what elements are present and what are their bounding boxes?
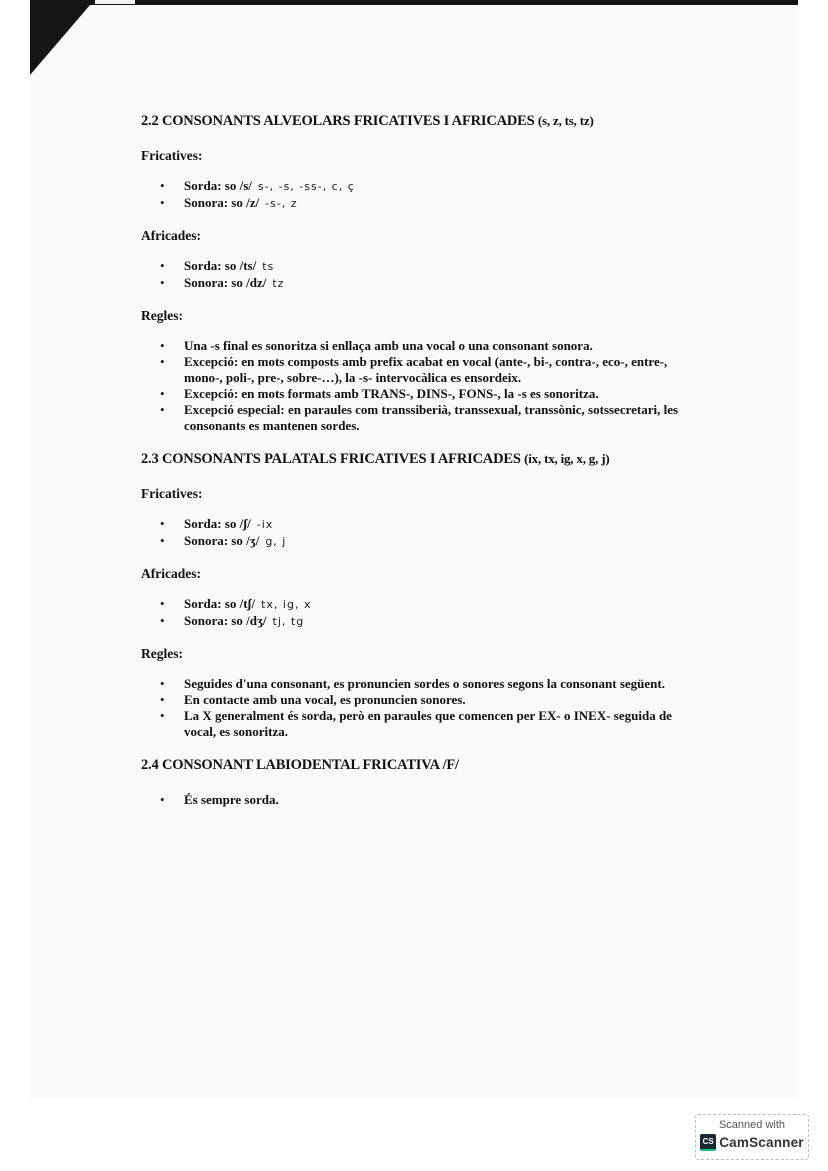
group-label: Regles: (141, 646, 183, 661)
list-item (141, 195, 681, 212)
bullet-list (141, 792, 681, 808)
watermark-caption: Scanned with (718, 1119, 786, 1131)
section-heading (141, 450, 681, 468)
section-heading (141, 112, 681, 130)
list-item (141, 275, 681, 292)
bullet-list (141, 516, 681, 550)
bullet-list (141, 338, 681, 434)
watermark-brand: CamScanner (719, 1135, 804, 1150)
list-item: • Excepció especial: en paraules com transsiberià, transsexual, transsònic, sotssecretari, les consonants es mantenen sordes. (141, 402, 681, 434)
list-item (141, 533, 681, 550)
group-label: Fricatives: (141, 148, 203, 163)
list-item: • Excepció: en mots formats amb TRANS-, DINS-, FONS-, la -s es sonoritza. (141, 386, 681, 402)
scan-artifact (95, 0, 135, 4)
item-text: Sorda: so /ʃ/ (184, 516, 251, 531)
group-label: Fricatives: (141, 486, 203, 501)
handwritten-note: ts (262, 260, 275, 273)
item-text: Sonora: so /dʒ/ (184, 613, 267, 628)
item-text: Sonora: so /z/ (184, 195, 260, 210)
bullet-list (141, 258, 681, 292)
list-item: • És sempre sorda. (141, 792, 681, 808)
document-content (141, 112, 681, 824)
section-title-paren: (s, z, ts, tz) (537, 113, 594, 128)
section-title: 2.2 CONSONANTS ALVEOLARS FRICATIVES I AFRICADES (141, 113, 535, 129)
list-item (141, 178, 681, 195)
camscanner-logo-icon: CS (700, 1134, 716, 1151)
left-margin (0, 0, 30, 1100)
list-item: • La X generalment és sorda, però en paraules que comencen per EX- o INEX- seguida de vocal, es sonoritza. (141, 708, 681, 740)
item-text: Sonora: so /dz/ (184, 275, 267, 290)
group-label: Africades: (141, 566, 201, 581)
section-title: 2.4 CONSONANT LABIODENTAL FRICATIVA /F/ (141, 757, 459, 773)
handwritten-note: tz (272, 277, 285, 290)
section-heading (141, 756, 681, 774)
section-title: 2.3 CONSONANTS PALATALS FRICATIVES I AFRICADES (141, 451, 521, 467)
handwritten-note: -s-, z (265, 197, 298, 210)
group-label: Africades: (141, 228, 201, 243)
list-item (141, 516, 681, 533)
group-label: Regles: (141, 308, 183, 323)
item-text: Sorda: so /ts/ (184, 258, 257, 273)
handwritten-note: g, j (265, 535, 287, 548)
bullet-list (141, 178, 681, 212)
list-item (141, 613, 681, 630)
section-title-paren: (ix, tx, ig, x, g, j) (524, 451, 610, 466)
handwritten-note: tj, tg (272, 615, 305, 628)
list-item: • Excepció: en mots composts amb prefix acabat en vocal (ante-, bi-, contra-, eco-, entre-, mono-, poli-, pre-, sobre-…), la -s- intervocàlica es ensordeix. (141, 354, 681, 386)
handwritten-note: s-, -s, -ss-, c, ç (257, 180, 355, 193)
handwritten-note: tx, ig, x (261, 598, 312, 611)
item-text: Sorda: so /s/ (184, 178, 252, 193)
bullet-list (141, 676, 681, 740)
list-item: • Seguides d'una consonant, es pronuncien sordes o sonores segons la consonant següent. (141, 676, 681, 692)
item-text: Sonora: so /ʒ/ (184, 533, 260, 548)
item-text: Sorda: so /tʃ/ (184, 596, 256, 611)
right-margin (798, 0, 828, 1100)
list-item: • Una -s final es sonoritza si enllaça amb una vocal o una consonant sonora. (141, 338, 681, 354)
list-item (141, 596, 681, 613)
handwritten-note: -ix (256, 518, 274, 531)
camscanner-watermark (695, 1114, 809, 1160)
list-item (141, 258, 681, 275)
list-item: • En contacte amb una vocal, es pronuncien sonores. (141, 692, 681, 708)
bullet-list (141, 596, 681, 630)
